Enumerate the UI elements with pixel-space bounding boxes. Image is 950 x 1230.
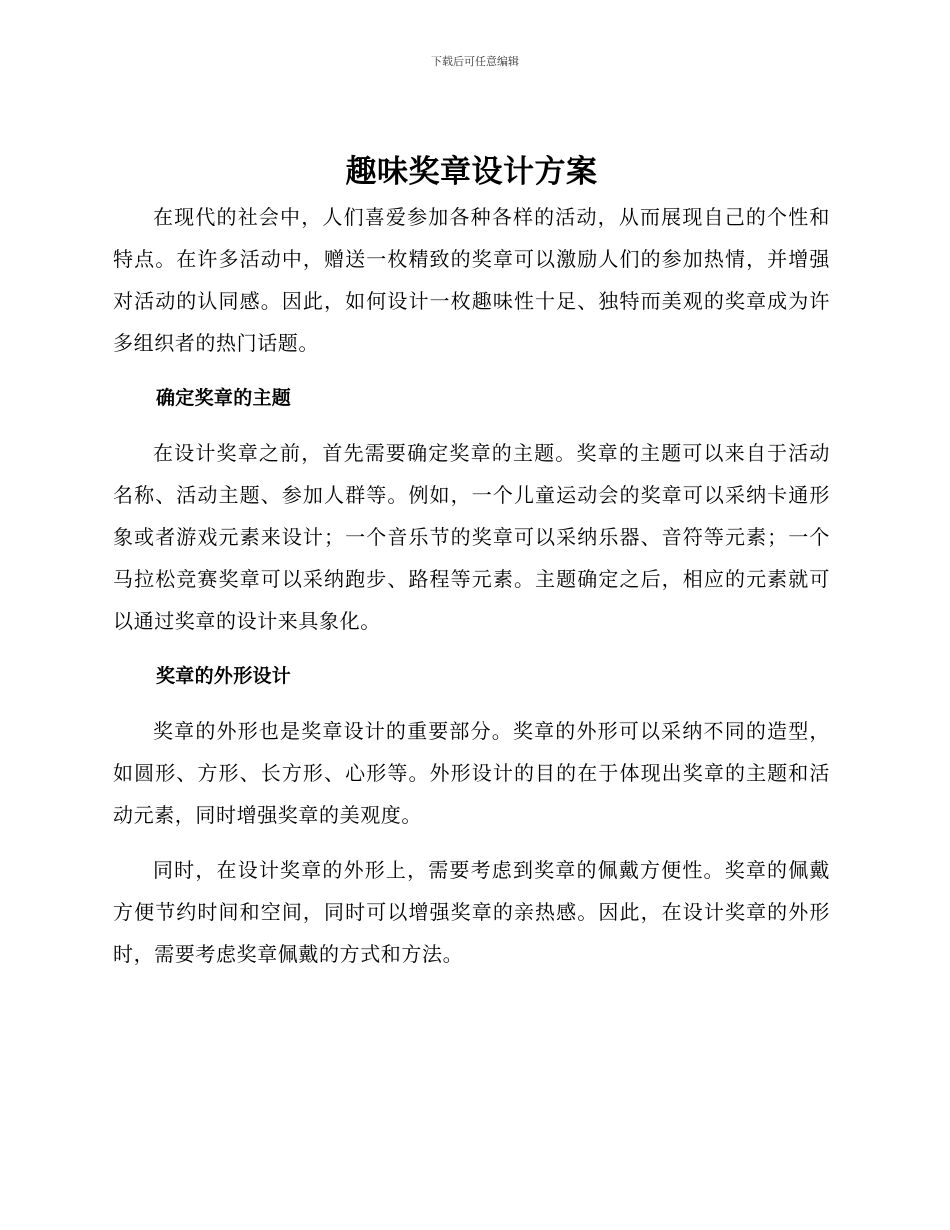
header-note: 下载后可任意编辑 bbox=[431, 55, 519, 68]
section-paragraph: 在设计奖章之前，首先需要确定奖章的主题。奖章的主题可以来自于活动名称、活动主题、参加人群等。例如，一个儿童运动会的奖章可以采纳卡通形象或者游戏元素来设计；一个音乐节的奖章可以采纳乐器、音符等元素；一个马拉松竞赛奖章可以采纳跑步、路程等元素。主题确定之后，相应的元素就可以通过奖章的设计来具象化。 bbox=[113, 441, 830, 633]
section-heading-shape: 奖章的外形设计 bbox=[156, 665, 292, 687]
intro-paragraph: 在现代的社会中，人们喜爱参加各种各样的活动，从而展现自己的个性和特点。在许多活动中，赠送一枚精致的奖章可以激励人们的参加热情，并增强对活动的认同感。因此，如何设计一枚趣味性十足、独特而美观的奖章成为许多组织者的热门话题。 bbox=[113, 205, 830, 355]
document-body bbox=[113, 150, 830, 988]
section-heading-theme: 确定奖章的主题 bbox=[156, 387, 292, 409]
document-title: 趣味奖章设计方案 bbox=[345, 154, 598, 190]
section-paragraph: 奖章的外形也是奖章设计的重要部分。奖章的外形可以采纳不同的造型，如圆形、方形、长方形、心形等。外形设计的目的在于体现出奖章的主题和活动元素，同时增强奖章的美观度。 bbox=[113, 719, 830, 827]
section-paragraph: 同时，在设计奖章的外形上，需要考虑到奖章的佩戴方便性。奖章的佩戴方便节约时间和空间，同时可以增强奖章的亲热感。因此，在设计奖章的外形时，需要考虑奖章佩戴的方式和方法。 bbox=[113, 858, 830, 966]
